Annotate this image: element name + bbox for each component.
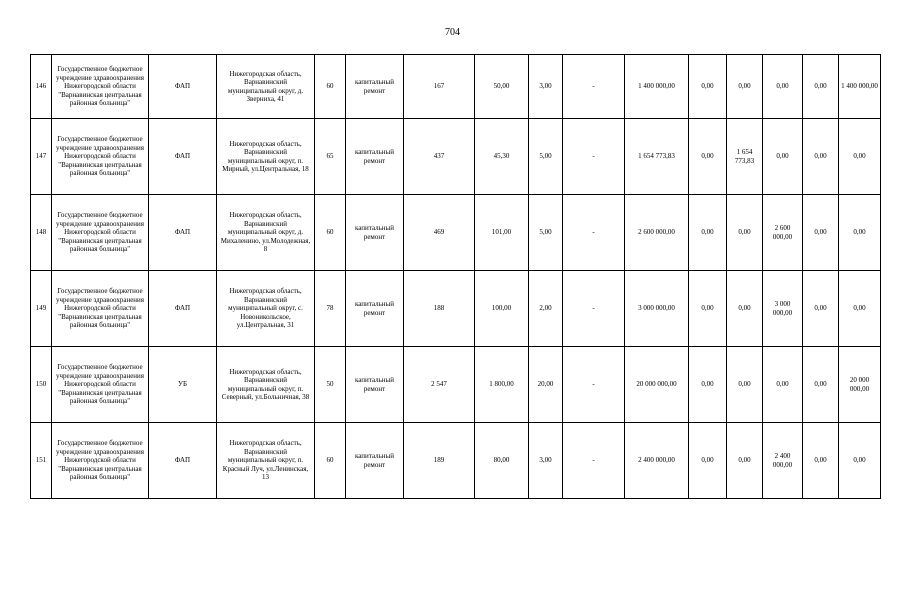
col-14-value: 0,00 <box>803 55 839 119</box>
institution-name: Государственное бюджетное учреждение здравоохранения Нижегородской области "Варнавинская центральная районная больница" <box>52 55 149 119</box>
col-6-value: 437 <box>404 119 475 195</box>
col-6-value: 167 <box>404 55 475 119</box>
col-6-value: 469 <box>404 195 475 271</box>
col-14-value: 0,00 <box>803 271 839 347</box>
col-7-value: 45,30 <box>475 119 529 195</box>
col-11-value: 0,00 <box>689 195 727 271</box>
col-15-value: 0,00 <box>839 423 881 499</box>
col-11-value: 0,00 <box>689 119 727 195</box>
facility-type: ФАП <box>149 271 217 347</box>
col-12-value: 0,00 <box>727 423 763 499</box>
col-11-value: 0,00 <box>689 55 727 119</box>
facility-type: ФАП <box>149 55 217 119</box>
institution-name: Государственное бюджетное учреждение здравоохранения Нижегородской области "Варнавинская центральная районная больница" <box>52 195 149 271</box>
institution-name: Государственное бюджетное учреждение здравоохранения Нижегородской области "Варнавинская центральная районная больница" <box>52 271 149 347</box>
row-number: 148 <box>31 195 52 271</box>
col-11-value: 0,00 <box>689 271 727 347</box>
row-number: 149 <box>31 271 52 347</box>
col-13-value: 2 600 000,00 <box>763 195 803 271</box>
col-4-value: 78 <box>315 271 346 347</box>
col-4-value: 65 <box>315 119 346 195</box>
col-15-value: 0,00 <box>839 195 881 271</box>
col-13-value: 0,00 <box>763 347 803 423</box>
col-8-value: 2,00 <box>529 271 563 347</box>
facility-type: УБ <box>149 347 217 423</box>
col-6-value: 189 <box>404 423 475 499</box>
col-8-value: 5,00 <box>529 119 563 195</box>
table-row <box>31 347 881 423</box>
total-cost: 3 000 000,00 <box>625 271 689 347</box>
facility-address: Нижегородская область, Варнавинский муниципальный округ, п. Мирный, ул.Центральная, 18 <box>217 119 315 195</box>
row-number: 147 <box>31 119 52 195</box>
table-row <box>31 55 881 119</box>
total-cost: 1 400 000,00 <box>625 55 689 119</box>
col-9-value: - <box>563 271 625 347</box>
col-11-value: 0,00 <box>689 347 727 423</box>
facility-type: ФАП <box>149 119 217 195</box>
work-type: капитальный ремонт <box>346 347 404 423</box>
col-12-value: 0,00 <box>727 55 763 119</box>
work-type: капитальный ремонт <box>346 423 404 499</box>
work-type: капитальный ремонт <box>346 271 404 347</box>
col-4-value: 60 <box>315 195 346 271</box>
col-14-value: 0,00 <box>803 195 839 271</box>
col-6-value: 2 547 <box>404 347 475 423</box>
col-13-value: 2 400 000,00 <box>763 423 803 499</box>
col-8-value: 3,00 <box>529 55 563 119</box>
row-number: 150 <box>31 347 52 423</box>
col-8-value: 3,00 <box>529 423 563 499</box>
work-type: капитальный ремонт <box>346 119 404 195</box>
col-14-value: 0,00 <box>803 347 839 423</box>
facility-type: ФАП <box>149 423 217 499</box>
col-9-value: - <box>563 55 625 119</box>
col-14-value: 0,00 <box>803 119 839 195</box>
col-13-value: 0,00 <box>763 119 803 195</box>
facility-address: Нижегородская область, Варнавинский муниципальный округ, д. Зверниха, 41 <box>217 55 315 119</box>
col-12-value: 1 654 773,83 <box>727 119 763 195</box>
institution-name: Государственное бюджетное учреждение здравоохранения Нижегородской области "Варнавинская центральная районная больница" <box>52 347 149 423</box>
row-number: 151 <box>31 423 52 499</box>
table-row <box>31 195 881 271</box>
facility-address: Нижегородская область, Варнавинский муниципальный округ, п. Красный Луч, ул.Ленинская, 13 <box>217 423 315 499</box>
col-7-value: 80,00 <box>475 423 529 499</box>
col-15-value: 0,00 <box>839 271 881 347</box>
total-cost: 2 400 000,00 <box>625 423 689 499</box>
col-11-value: 0,00 <box>689 423 727 499</box>
page-number: 704 <box>445 27 460 38</box>
col-7-value: 1 800,00 <box>475 347 529 423</box>
facility-address: Нижегородская область, Варнавинский муниципальный округ, д. Михаленино, ул.Молодежная, 8 <box>217 195 315 271</box>
total-cost: 20 000 000,00 <box>625 347 689 423</box>
col-12-value: 0,00 <box>727 195 763 271</box>
col-4-value: 60 <box>315 55 346 119</box>
col-9-value: - <box>563 347 625 423</box>
total-cost: 2 600 000,00 <box>625 195 689 271</box>
facility-table <box>30 54 881 499</box>
col-4-value: 60 <box>315 423 346 499</box>
col-14-value: 0,00 <box>803 423 839 499</box>
institution-name: Государственное бюджетное учреждение здравоохранения Нижегородской области "Варнавинская центральная районная больница" <box>52 119 149 195</box>
col-13-value: 3 000 000,00 <box>763 271 803 347</box>
col-9-value: - <box>563 195 625 271</box>
col-8-value: 20,00 <box>529 347 563 423</box>
col-12-value: 0,00 <box>727 347 763 423</box>
col-15-value: 1 400 000,00 <box>839 55 881 119</box>
col-6-value: 188 <box>404 271 475 347</box>
work-type: капитальный ремонт <box>346 195 404 271</box>
total-cost: 1 654 773,83 <box>625 119 689 195</box>
institution-name: Государственное бюджетное учреждение здравоохранения Нижегородской области "Варнавинская центральная районная больница" <box>52 423 149 499</box>
col-13-value: 0,00 <box>763 55 803 119</box>
col-4-value: 50 <box>315 347 346 423</box>
work-type: капитальный ремонт <box>346 55 404 119</box>
row-number: 146 <box>31 55 52 119</box>
col-7-value: 101,00 <box>475 195 529 271</box>
facility-type: ФАП <box>149 195 217 271</box>
table-row <box>31 271 881 347</box>
col-9-value: - <box>563 423 625 499</box>
col-7-value: 100,00 <box>475 271 529 347</box>
facility-address: Нижегородская область, Варнавинский муниципальный округ, п. Северный, ул.Больничная, 38 <box>217 347 315 423</box>
col-15-value: 0,00 <box>839 119 881 195</box>
table-row <box>31 119 881 195</box>
col-9-value: - <box>563 119 625 195</box>
table-row <box>31 423 881 499</box>
col-7-value: 50,00 <box>475 55 529 119</box>
col-15-value: 20 000 000,00 <box>839 347 881 423</box>
col-8-value: 5,00 <box>529 195 563 271</box>
facility-address: Нижегородская область, Варнавинский муниципальный округ, с. Новоникольское, ул.Центральная, 31 <box>217 271 315 347</box>
col-12-value: 0,00 <box>727 271 763 347</box>
